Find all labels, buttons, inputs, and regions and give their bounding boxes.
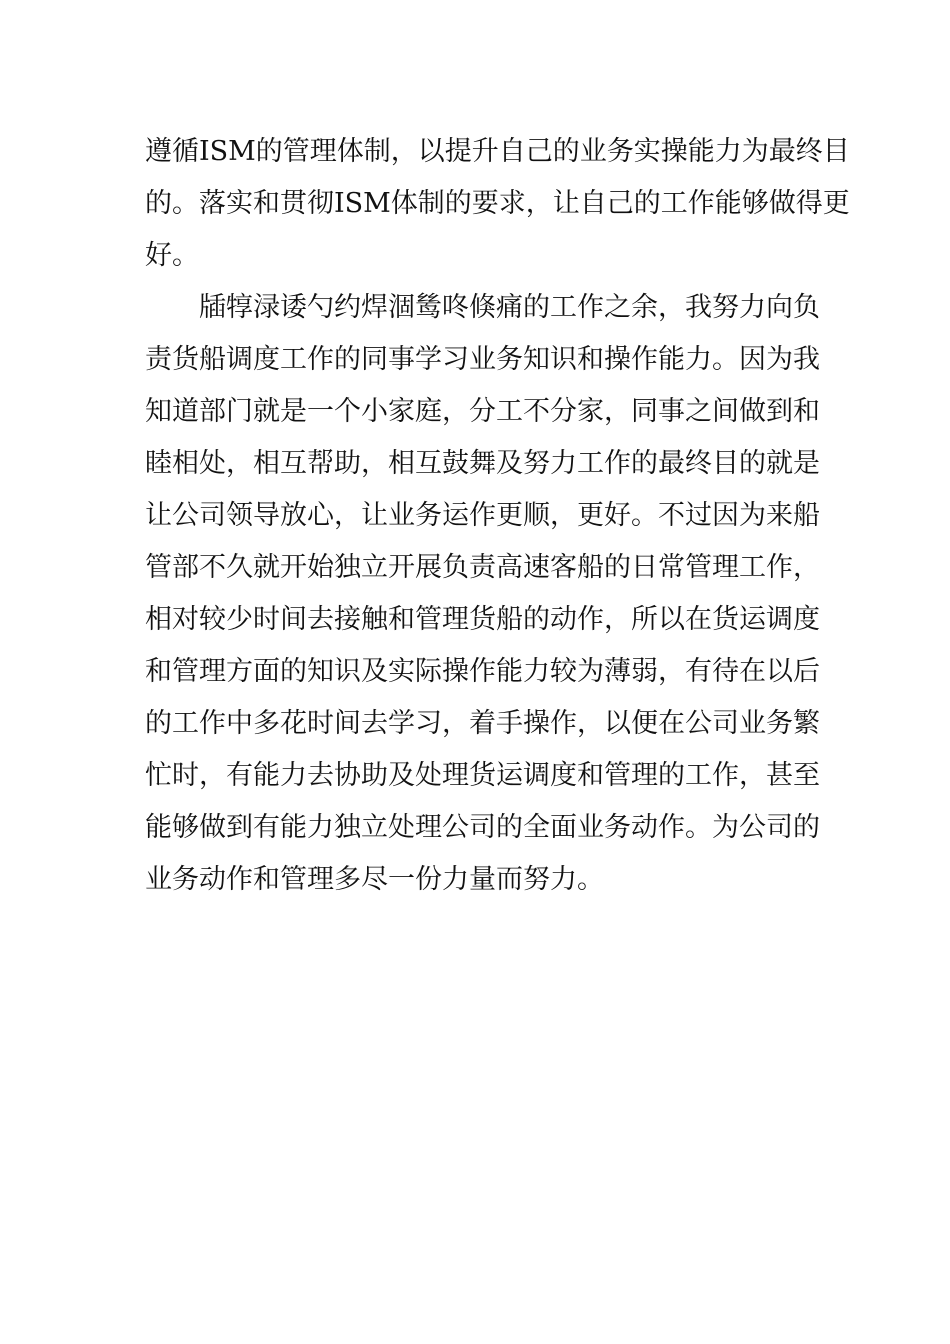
text-line: 睦相处，相互帮助，相互鼓舞及努力工作的最终目的就是 [145, 448, 820, 479]
text-line: 好。 [145, 240, 199, 271]
paragraph-1 [145, 126, 850, 282]
text-line: 和管理方面的知识及实际操作能力较为薄弱，有待在以后 [145, 656, 820, 687]
text-line: 的工作中多花时间去学习，着手操作，以便在公司业务繁 [145, 708, 820, 739]
text-line: 遵循ISM的管理体制，以提升自己的业务实操能力为最终目 [145, 136, 850, 167]
text-line: 能够做到有能力独立处理公司的全面业务动作。为公司的 [145, 812, 820, 843]
text-line: 责货船调度工作的同事学习业务知识和操作能力。因为我 [145, 344, 820, 375]
text-line: 相对较少时间去接触和管理货船的动作，所以在货运调度 [145, 604, 820, 635]
document-body [145, 126, 850, 906]
paragraph-2 [145, 282, 820, 906]
text-line: 让公司领导放心，让业务运作更顺，更好。不过因为来船 [145, 500, 820, 531]
text-line: 管部不久就开始独立开展负责高速客船的日常管理工作， [145, 552, 820, 583]
text-line: 业务动作和管理多尽一份力量而努力。 [145, 864, 604, 895]
text-line: 的。落实和贯彻ISM体制的要求，让自己的工作能够做得更 [145, 188, 850, 219]
text-line: 知道部门就是一个小家庭，分工不分家，同事之间做到和 [145, 396, 820, 427]
text-line: 忙时，有能力去协助及处理货运调度和管理的工作，甚至 [145, 760, 820, 791]
text-line: 牐犉渌诿勺约焊涸鸶咚倏痛的工作之余，我努力向负 [145, 292, 820, 323]
